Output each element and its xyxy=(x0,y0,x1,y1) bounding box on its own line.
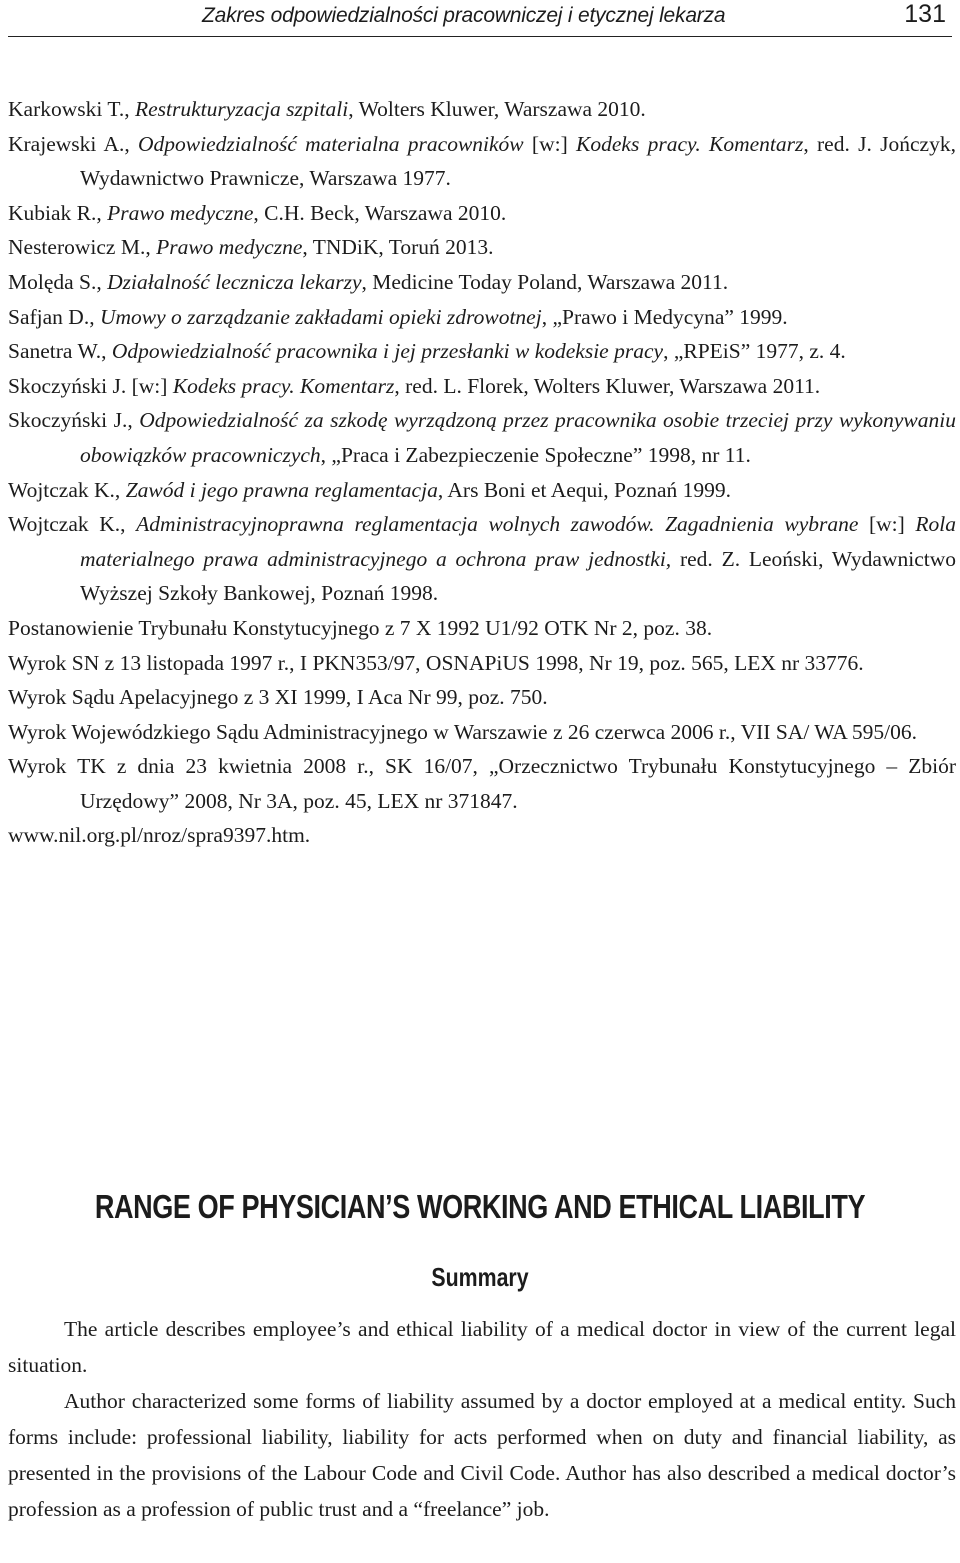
entry-text: Kubiak R., xyxy=(8,200,108,225)
entry-text: , C.H. Beck, Warszawa 2010. xyxy=(253,200,507,225)
bibliography-entry xyxy=(8,818,956,853)
entry-text: [w:] xyxy=(858,512,916,537)
entry-text: Safjan D., xyxy=(8,304,100,329)
bibliography-entry xyxy=(8,680,956,715)
english-article-title: RANGE OF PHYSICIAN’S WORKING AND ETHICAL LIABILITY xyxy=(94,1188,866,1225)
entry-text: Karkowski T., xyxy=(8,97,135,121)
bibliography-entry xyxy=(8,403,956,472)
entry-text: Krajewski A., xyxy=(8,131,139,156)
bibliography-entry xyxy=(8,265,956,300)
entry-title-text: Prawo medyczne xyxy=(156,235,303,260)
summary-body xyxy=(8,1311,956,1527)
entry-text: Wojtczak K., xyxy=(8,477,126,502)
entry-text: [w:] xyxy=(523,131,577,156)
bibliography-list xyxy=(8,92,956,853)
summary-paragraph: The article describes employee’s and ethical liability of a medical doctor in view of the current legal situation. xyxy=(8,1317,956,1377)
entry-title-text: Kodeks pracy. Komentarz xyxy=(576,131,804,156)
entry-text: , „RPEiS” 1977, z. 4. xyxy=(663,339,846,364)
entry-text: www.nil.org.pl/nroz/spra9397.htm. xyxy=(8,823,311,848)
summary-heading: Summary xyxy=(431,1262,529,1292)
page-number: 131 xyxy=(904,0,946,28)
bibliography-entry xyxy=(8,300,956,335)
entry-title-text: Kodeks pracy. Komentarz xyxy=(172,373,395,398)
entry-text: Skoczyński J., xyxy=(8,408,140,433)
entry-text: , red. L. Florek, Wolters Kluwer, Warszawa 2011. xyxy=(394,373,821,398)
entry-title-text: Zawód i jego prawna reglamentacja xyxy=(125,477,438,502)
entry-title-text: Restrukturyzacja szpitali xyxy=(135,97,349,121)
running-header-title: Zakres odpowiedzialności pracowniczej i etycznej lekarza xyxy=(202,4,726,27)
bibliography-entry xyxy=(8,715,956,750)
entry-text: , TNDiK, Toruń 2013. xyxy=(302,235,494,260)
bibliography-entry xyxy=(8,230,956,265)
entry-title-text: Odpowiedzialność za szkodę wyrządzoną przez pracownika osobie trzeciej przy wykonywaniu obowiązków pracowniczych xyxy=(80,408,956,467)
entry-title-text: Administracyjnoprawna reglamentacja wolnych zawodów. Zagadnienia wybrane xyxy=(136,512,859,537)
bibliography-entry xyxy=(8,334,956,369)
entry-text: , Wolters Kluwer, Warszawa 2010. xyxy=(348,97,646,121)
entry-title-text: Działalność lecznicza lekarzy xyxy=(107,269,362,294)
running-header xyxy=(8,0,952,37)
entry-text: , Medicine Today Poland, Warszawa 2011. xyxy=(361,269,729,294)
entry-text: Wyrok Sądu Apelacyjnego z 3 XI 1999, I Aca Nr 99, poz. 750. xyxy=(8,685,548,710)
bibliography-entry xyxy=(8,507,956,611)
entry-text: Postanowienie Trybunału Konstytucyjnego z 7 X 1992 U1/92 OTK Nr 2, poz. 38. xyxy=(8,615,713,640)
entry-text: Wojtczak K., xyxy=(8,512,137,537)
bibliography-entry xyxy=(8,196,956,231)
bibliography-entry xyxy=(8,127,956,196)
entry-text: red. Z. Leoński, Wydawnictwo Wyższej Szkoły Bankowej, Poznań 1998. xyxy=(80,546,956,606)
entry-text: Molęda S., xyxy=(8,269,108,294)
entry-text: Nesterowicz M., xyxy=(8,235,157,260)
bibliography-entry xyxy=(8,369,956,404)
entry-text: , red. J. Jończyk, Wydawnictwo Prawnicze, Warszawa 1977. xyxy=(80,131,956,191)
entry-text: , „Prawo i Medycyna” 1999. xyxy=(541,304,788,329)
entry-text: Skoczyński J. [w:] xyxy=(8,373,173,398)
entry-text: Wyrok SN z 13 listopada 1997 r., I PKN353/97, OSNAPiUS 1998, Nr 19, poz. 565, LEX nr 33776. xyxy=(8,650,864,675)
bibliography-entry xyxy=(8,473,956,508)
entry-text: , „Praca i Zabezpieczenie Społeczne” 1998, nr 11. xyxy=(320,442,751,467)
entry-title-text: Umowy o zarządzanie zakładami opieki zdrowotnej xyxy=(99,304,542,329)
entry-text: Wyrok Wojewódzkiego Sądu Administracyjnego w Warszawie z 26 czerwca 2006 r., VII SA/ WA 595/06. xyxy=(8,719,918,744)
entry-title-text: Rola materialnego prawa administracyjnego a ochrona praw jednostki, xyxy=(80,512,956,571)
bibliography-entry xyxy=(8,749,956,818)
bibliography-entry xyxy=(8,611,956,646)
entry-text: Wyrok TK z dnia 23 kwietnia 2008 r., SK 16/07, „Orzecznictwo Trybunału Konstytucyjnego – Zbiór Urzędowy” 2008, Nr 3A, poz. 45, LEX nr 371847. xyxy=(8,754,956,813)
entry-title-text: Prawo medyczne xyxy=(107,200,254,225)
entry-text: Sanetra W., xyxy=(8,339,112,364)
entry-title-text: Odpowiedzialność materialna pracowników xyxy=(138,131,524,156)
bibliography-entry xyxy=(8,646,956,681)
entry-text: , Ars Boni et Aequi, Poznań 1999. xyxy=(437,477,732,502)
entry-title-text: Odpowiedzialność pracownika i jej przesłanki w kodeksie pracy xyxy=(111,339,664,364)
summary-paragraph: Author characterized some forms of liability assumed by a doctor employed at a medical entity. Such forms include: professional liability, liability for acts performed when on duty and financial liability, as presented in the provisions of the Labour Code and Civil Code. Author has also described a medical doctor’s profession as a profession of public trust and a “freelance” job. xyxy=(8,1389,956,1521)
bibliography-entry xyxy=(8,92,956,127)
